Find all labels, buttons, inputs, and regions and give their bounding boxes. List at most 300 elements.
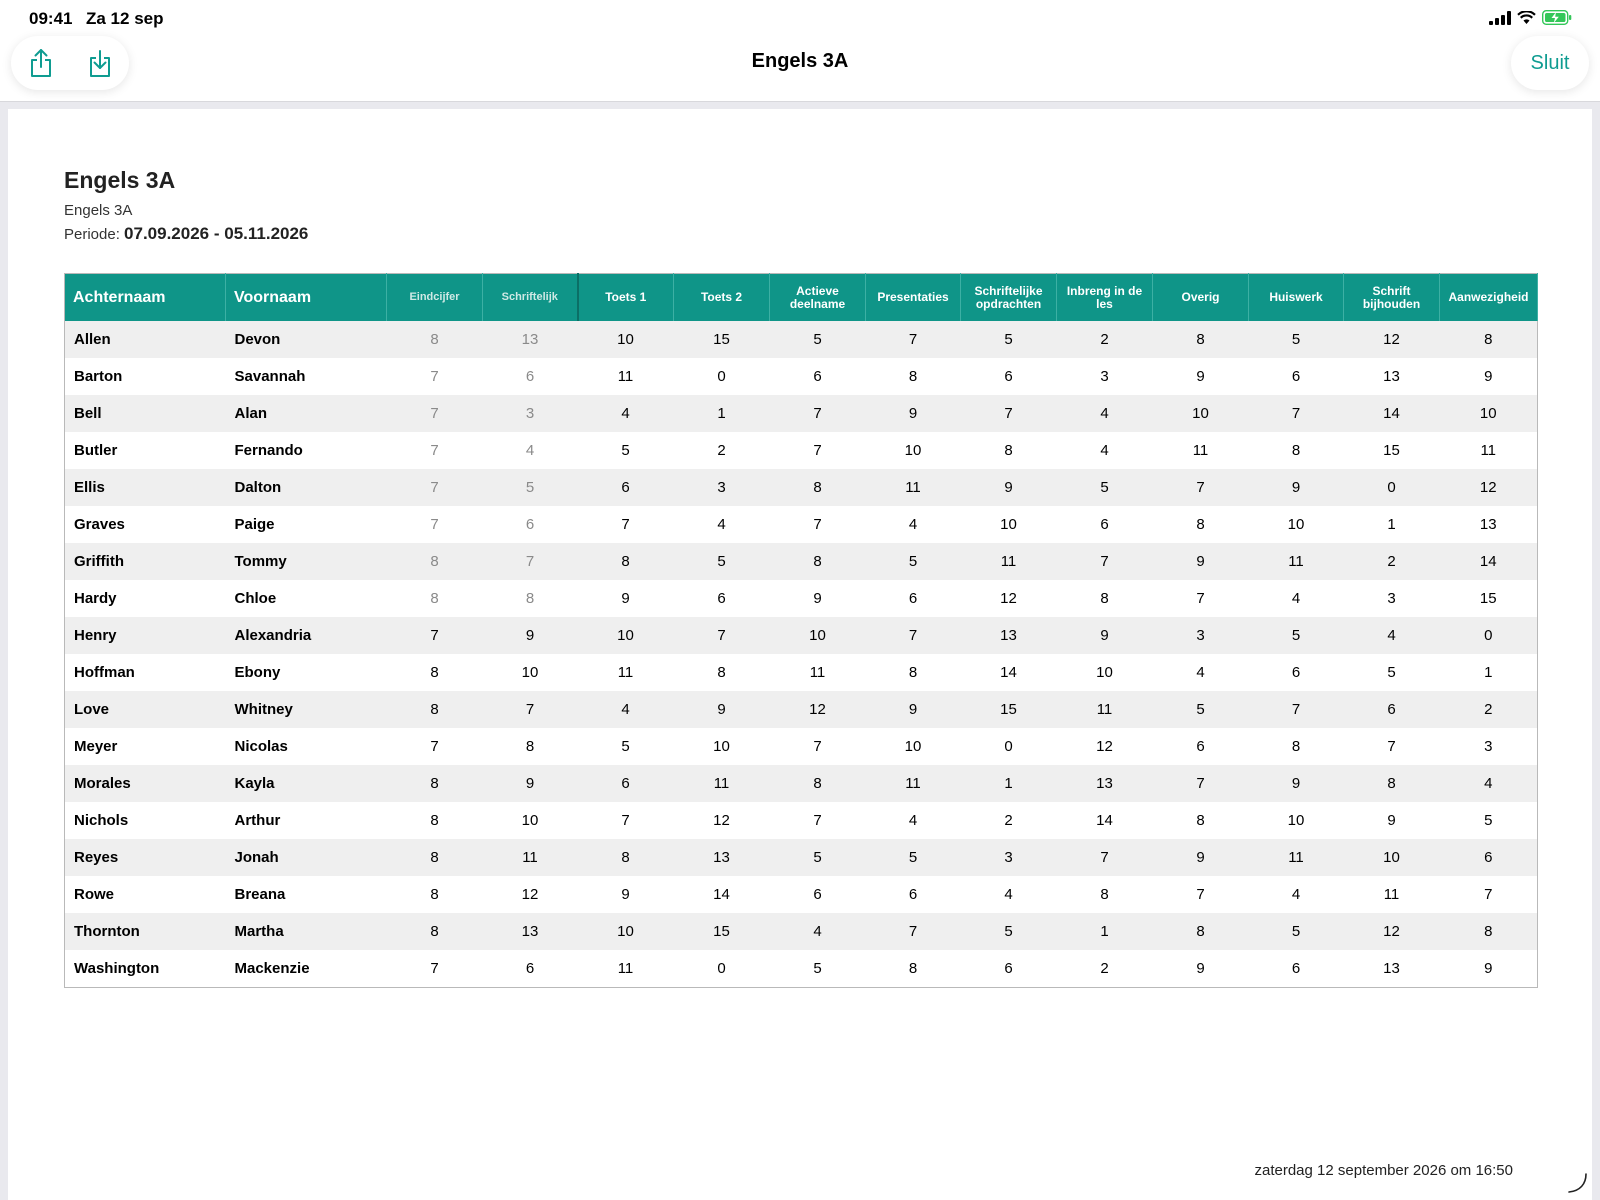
- cell-first-name: Savannah: [226, 358, 387, 395]
- cell-last-name: Thornton: [65, 913, 226, 950]
- cell-grade: 6: [866, 580, 961, 617]
- cell-grade: 8: [387, 543, 483, 580]
- cell-grade: 9: [1249, 765, 1344, 802]
- cell-grade: 8: [578, 543, 674, 580]
- cell-grade: 4: [770, 913, 866, 950]
- cell-grade: 7: [1249, 395, 1344, 432]
- cell-grade: 6: [866, 876, 961, 913]
- cell-grade: 5: [961, 321, 1057, 358]
- cell-grade: 3: [1153, 617, 1249, 654]
- cell-grade: 7: [387, 395, 483, 432]
- column-header: Actieve deelname: [770, 274, 866, 322]
- cell-grade: 2: [1344, 543, 1440, 580]
- cell-grade: 7: [770, 802, 866, 839]
- cell-grade: 2: [1057, 321, 1153, 358]
- cell-grade: 10: [1344, 839, 1440, 876]
- cell-grade: 10: [578, 617, 674, 654]
- cell-grade: 13: [483, 913, 578, 950]
- cell-first-name: Mackenzie: [226, 950, 387, 988]
- cell-last-name: Hoffman: [65, 654, 226, 691]
- cell-grade: 13: [674, 839, 770, 876]
- cell-grade: 10: [866, 432, 961, 469]
- table-row: [65, 728, 1538, 765]
- cell-grade: 9: [1440, 358, 1538, 395]
- cell-grade: 0: [1440, 617, 1538, 654]
- cell-grade: 12: [483, 876, 578, 913]
- cell-last-name: Hardy: [65, 580, 226, 617]
- cell-first-name: Ebony: [226, 654, 387, 691]
- cell-grade: 0: [1344, 469, 1440, 506]
- cell-grade: 7: [1153, 469, 1249, 506]
- cell-grade: 8: [1153, 321, 1249, 358]
- cell-grade: 9: [1249, 469, 1344, 506]
- cell-grade: 11: [866, 765, 961, 802]
- cell-grade: 5: [770, 839, 866, 876]
- column-header: Presentaties: [866, 274, 961, 322]
- document-period: [64, 224, 308, 244]
- cell-grade: 8: [1153, 802, 1249, 839]
- cell-first-name: Chloe: [226, 580, 387, 617]
- cell-grade: 14: [1440, 543, 1538, 580]
- cell-grade: 6: [961, 358, 1057, 395]
- cell-first-name: Devon: [226, 321, 387, 358]
- cell-grade: 9: [866, 395, 961, 432]
- table-row: [65, 765, 1538, 802]
- cell-grade: 5: [483, 469, 578, 506]
- cell-grade: 12: [961, 580, 1057, 617]
- column-header: Toets 2: [674, 274, 770, 322]
- cell-grade: 10: [770, 617, 866, 654]
- cell-grade: 1: [1440, 654, 1538, 691]
- cell-grade: 4: [674, 506, 770, 543]
- cell-grade: 10: [961, 506, 1057, 543]
- cell-grade: 6: [483, 358, 578, 395]
- table-row: [65, 617, 1538, 654]
- cell-last-name: Meyer: [65, 728, 226, 765]
- close-button[interactable]: Sluit: [1511, 36, 1589, 90]
- cell-first-name: Whitney: [226, 691, 387, 728]
- cell-first-name: Jonah: [226, 839, 387, 876]
- cell-grade: 10: [578, 913, 674, 950]
- cell-grade: 3: [961, 839, 1057, 876]
- cell-grade: 8: [866, 950, 961, 988]
- cell-grade: 9: [1153, 358, 1249, 395]
- column-header: Schrift bijhouden: [1344, 274, 1440, 322]
- cell-first-name: Breana: [226, 876, 387, 913]
- cell-grade: 4: [1249, 580, 1344, 617]
- cell-grade: 7: [1057, 543, 1153, 580]
- column-header: Achternaam: [65, 274, 226, 322]
- cell-last-name: Bell: [65, 395, 226, 432]
- cell-grade: 11: [1057, 691, 1153, 728]
- cell-grade: 8: [1249, 728, 1344, 765]
- cell-grade: 0: [961, 728, 1057, 765]
- cell-grade: 14: [961, 654, 1057, 691]
- cell-last-name: Nichols: [65, 802, 226, 839]
- table-row: [65, 469, 1538, 506]
- cell-grade: 8: [387, 654, 483, 691]
- cell-grade: 10: [1440, 395, 1538, 432]
- cell-grade: 7: [770, 506, 866, 543]
- cell-grade: 0: [674, 950, 770, 988]
- cell-grade: 15: [1344, 432, 1440, 469]
- cell-grade: 6: [1057, 506, 1153, 543]
- cell-grade: 4: [1249, 876, 1344, 913]
- cell-grade: 7: [1057, 839, 1153, 876]
- cell-grade: 4: [1440, 765, 1538, 802]
- cell-grade: 2: [961, 802, 1057, 839]
- cell-grade: 7: [578, 506, 674, 543]
- cell-grade: 7: [387, 950, 483, 988]
- cell-last-name: Love: [65, 691, 226, 728]
- cell-first-name: Martha: [226, 913, 387, 950]
- cell-grade: 15: [961, 691, 1057, 728]
- cell-grade: 3: [1057, 358, 1153, 395]
- column-header: Toets 1: [578, 274, 674, 322]
- table-body: [65, 321, 1538, 988]
- cell-grade: 4: [1344, 617, 1440, 654]
- cell-grade: 7: [483, 543, 578, 580]
- cell-grade: 11: [1440, 432, 1538, 469]
- cell-grade: 7: [770, 728, 866, 765]
- cell-grade: 3: [1344, 580, 1440, 617]
- table-row: [65, 876, 1538, 913]
- cell-grade: 11: [1344, 876, 1440, 913]
- cell-grade: 7: [1249, 691, 1344, 728]
- cell-grade: 9: [483, 765, 578, 802]
- cell-grade: 4: [483, 432, 578, 469]
- status-date: Za 12 sep: [86, 9, 164, 28]
- cell-grade: 7: [387, 358, 483, 395]
- cell-grade: 8: [1153, 506, 1249, 543]
- cell-last-name: Butler: [65, 432, 226, 469]
- cell-grade: 6: [578, 469, 674, 506]
- cell-first-name: Paige: [226, 506, 387, 543]
- column-header: Inbreng in de les: [1057, 274, 1153, 322]
- cell-grade: 5: [1344, 654, 1440, 691]
- cell-grade: 8: [1153, 913, 1249, 950]
- cell-grade: 11: [1249, 543, 1344, 580]
- cell-grade: 8: [387, 839, 483, 876]
- cell-grade: 13: [1440, 506, 1538, 543]
- cell-grade: 6: [1440, 839, 1538, 876]
- cell-grade: 8: [866, 358, 961, 395]
- cell-grade: 8: [770, 543, 866, 580]
- cell-grade: 6: [770, 358, 866, 395]
- period-label: Periode:: [64, 226, 120, 243]
- cell-first-name: Fernando: [226, 432, 387, 469]
- cell-grade: 12: [770, 691, 866, 728]
- cell-grade: 9: [578, 580, 674, 617]
- cell-first-name: Kayla: [226, 765, 387, 802]
- grades-table: [64, 273, 1538, 988]
- cell-grade: 2: [674, 432, 770, 469]
- cell-grade: 9: [866, 691, 961, 728]
- cell-first-name: Alan: [226, 395, 387, 432]
- cell-grade: 6: [578, 765, 674, 802]
- cell-grade: 10: [1249, 802, 1344, 839]
- cell-grade: 9: [770, 580, 866, 617]
- cell-grade: 8: [387, 691, 483, 728]
- cell-grade: 11: [1249, 839, 1344, 876]
- table-row: [65, 395, 1538, 432]
- cell-last-name: Barton: [65, 358, 226, 395]
- cell-grade: 2: [1057, 950, 1153, 988]
- document-subtitle: Engels 3A: [64, 202, 133, 219]
- table-row: [65, 802, 1538, 839]
- cell-grade: 9: [1153, 839, 1249, 876]
- cell-grade: 6: [674, 580, 770, 617]
- period-value: 07.09.2026 - 05.11.2026: [124, 224, 309, 243]
- cell-grade: 12: [1057, 728, 1153, 765]
- cell-grade: 5: [961, 913, 1057, 950]
- document-title: Engels 3A: [64, 167, 176, 193]
- cell-last-name: Washington: [65, 950, 226, 988]
- cell-grade: 7: [483, 691, 578, 728]
- cell-grade: 10: [578, 321, 674, 358]
- table-row: [65, 839, 1538, 876]
- cell-grade: 9: [1344, 802, 1440, 839]
- cell-grade: 12: [1440, 469, 1538, 506]
- header-row: [65, 274, 1538, 322]
- cell-grade: 8: [770, 765, 866, 802]
- cell-grade: 13: [1057, 765, 1153, 802]
- cell-grade: 10: [1057, 654, 1153, 691]
- column-header: Schriftelijk: [483, 274, 578, 322]
- table-row: [65, 950, 1538, 988]
- table-row: [65, 321, 1538, 358]
- cell-last-name: Ellis: [65, 469, 226, 506]
- cell-grade: 7: [1153, 580, 1249, 617]
- cell-grade: 10: [1249, 506, 1344, 543]
- cell-grade: 4: [866, 506, 961, 543]
- cell-grade: 5: [1249, 617, 1344, 654]
- cell-grade: 11: [578, 358, 674, 395]
- cell-grade: 2: [1440, 691, 1538, 728]
- cell-grade: 1: [1057, 913, 1153, 950]
- cell-grade: 7: [770, 432, 866, 469]
- cell-grade: 7: [770, 395, 866, 432]
- cell-grade: 7: [1440, 876, 1538, 913]
- cell-grade: 6: [1344, 691, 1440, 728]
- cell-grade: 8: [770, 469, 866, 506]
- cell-grade: 8: [1057, 876, 1153, 913]
- column-header: Aanwezigheid: [1440, 274, 1538, 322]
- cell-grade: 10: [483, 802, 578, 839]
- cell-grade: 7: [866, 617, 961, 654]
- status-time: 09:41: [29, 9, 73, 28]
- status-bar: [0, 0, 1600, 36]
- cell-grade: 8: [1249, 432, 1344, 469]
- cell-grade: 9: [1153, 950, 1249, 988]
- cell-grade: 9: [1440, 950, 1538, 988]
- cell-grade: 14: [1344, 395, 1440, 432]
- cell-grade: 7: [387, 617, 483, 654]
- status-icons: [1489, 10, 1572, 25]
- cell-grade: 13: [1344, 358, 1440, 395]
- cell-grade: 4: [1057, 432, 1153, 469]
- cell-grade: 5: [1440, 802, 1538, 839]
- cell-grade: 13: [483, 321, 578, 358]
- cell-grade: 5: [674, 543, 770, 580]
- cell-grade: 7: [387, 506, 483, 543]
- table-row: [65, 543, 1538, 580]
- cell-grade: 12: [1344, 321, 1440, 358]
- cell-first-name: Nicolas: [226, 728, 387, 765]
- cell-grade: 10: [866, 728, 961, 765]
- cell-grade: 7: [578, 802, 674, 839]
- cell-grade: 5: [1153, 691, 1249, 728]
- cell-grade: 5: [1249, 913, 1344, 950]
- table-header: [65, 274, 1538, 322]
- cell-grade: 8: [1440, 321, 1538, 358]
- cell-grade: 4: [1057, 395, 1153, 432]
- cell-grade: 8: [866, 654, 961, 691]
- column-header: Overig: [1153, 274, 1249, 322]
- wifi-icon: [1517, 11, 1536, 25]
- cell-grade: 6: [961, 950, 1057, 988]
- cell-last-name: Henry: [65, 617, 226, 654]
- cell-grade: 15: [1440, 580, 1538, 617]
- cell-grade: 9: [674, 691, 770, 728]
- column-header: Eindcijfer: [387, 274, 483, 322]
- cell-grade: 4: [866, 802, 961, 839]
- cell-grade: 7: [387, 432, 483, 469]
- cell-grade: 5: [578, 728, 674, 765]
- cell-grade: 11: [961, 543, 1057, 580]
- cell-grade: 8: [1344, 765, 1440, 802]
- cell-grade: 9: [961, 469, 1057, 506]
- cell-grade: 6: [1153, 728, 1249, 765]
- cell-grade: 5: [770, 321, 866, 358]
- cell-grade: 5: [866, 839, 961, 876]
- cell-grade: 6: [1249, 358, 1344, 395]
- cell-first-name: Alexandria: [226, 617, 387, 654]
- cell-grade: 9: [483, 617, 578, 654]
- cell-grade: 8: [1440, 913, 1538, 950]
- cell-grade: 7: [1153, 765, 1249, 802]
- cell-grade: 4: [1153, 654, 1249, 691]
- document-sheet: [8, 109, 1592, 1200]
- cell-first-name: Dalton: [226, 469, 387, 506]
- page-curl-icon: [1566, 1172, 1588, 1194]
- table-row: [65, 358, 1538, 395]
- table-row: [65, 580, 1538, 617]
- table-row: [65, 506, 1538, 543]
- cell-grade: 5: [866, 543, 961, 580]
- cell-grade: 11: [674, 765, 770, 802]
- table-row: [65, 654, 1538, 691]
- cell-grade: 15: [674, 913, 770, 950]
- cell-grade: 8: [961, 432, 1057, 469]
- cell-grade: 13: [1344, 950, 1440, 988]
- cell-grade: 1: [961, 765, 1057, 802]
- cell-grade: 10: [674, 728, 770, 765]
- cell-grade: 10: [1153, 395, 1249, 432]
- cellular-signal-icon: [1489, 11, 1511, 25]
- table-row: [65, 691, 1538, 728]
- cell-last-name: Morales: [65, 765, 226, 802]
- table-row: [65, 432, 1538, 469]
- cell-grade: 11: [866, 469, 961, 506]
- cell-grade: 13: [961, 617, 1057, 654]
- page-title: Engels 3A: [751, 50, 849, 72]
- cell-grade: 0: [674, 358, 770, 395]
- cell-grade: 4: [578, 395, 674, 432]
- table-row: [65, 913, 1538, 950]
- cell-grade: 8: [387, 765, 483, 802]
- cell-grade: 14: [1057, 802, 1153, 839]
- cell-grade: 7: [866, 913, 961, 950]
- cell-grade: 12: [674, 802, 770, 839]
- cell-grade: 7: [961, 395, 1057, 432]
- cell-grade: 7: [387, 728, 483, 765]
- cell-grade: 8: [387, 321, 483, 358]
- cell-grade: 3: [674, 469, 770, 506]
- cell-grade: 6: [483, 506, 578, 543]
- cell-grade: 7: [674, 617, 770, 654]
- cell-grade: 7: [1153, 876, 1249, 913]
- cell-last-name: Reyes: [65, 839, 226, 876]
- cell-grade: 8: [387, 876, 483, 913]
- cell-grade: 7: [387, 469, 483, 506]
- cell-grade: 7: [866, 321, 961, 358]
- cell-grade: 8: [483, 728, 578, 765]
- cell-grade: 3: [483, 395, 578, 432]
- cell-grade: 9: [1153, 543, 1249, 580]
- column-header: Schriftelijke opdrachten: [961, 274, 1057, 322]
- cell-grade: 6: [483, 950, 578, 988]
- cell-grade: 5: [578, 432, 674, 469]
- cell-last-name: Griffith: [65, 543, 226, 580]
- cell-grade: 7: [1344, 728, 1440, 765]
- cell-grade: 8: [578, 839, 674, 876]
- cell-first-name: Arthur: [226, 802, 387, 839]
- cell-grade: 14: [674, 876, 770, 913]
- cell-grade: 4: [961, 876, 1057, 913]
- cell-grade: 15: [674, 321, 770, 358]
- cell-grade: 8: [674, 654, 770, 691]
- cell-first-name: Tommy: [226, 543, 387, 580]
- cell-grade: 9: [578, 876, 674, 913]
- cell-grade: 11: [578, 950, 674, 988]
- cell-grade: 10: [483, 654, 578, 691]
- cell-grade: 11: [483, 839, 578, 876]
- cell-last-name: Allen: [65, 321, 226, 358]
- cell-grade: 3: [1440, 728, 1538, 765]
- battery-charging-icon: [1542, 10, 1572, 25]
- cell-grade: 5: [770, 950, 866, 988]
- cell-grade: 5: [1057, 469, 1153, 506]
- cell-grade: 6: [1249, 654, 1344, 691]
- cell-last-name: Rowe: [65, 876, 226, 913]
- cell-grade: 8: [483, 580, 578, 617]
- cell-grade: 11: [578, 654, 674, 691]
- cell-last-name: Graves: [65, 506, 226, 543]
- cell-grade: 4: [578, 691, 674, 728]
- cell-grade: 5: [1249, 321, 1344, 358]
- top-bar: [0, 0, 1600, 102]
- generated-timestamp: zaterdag 12 september 2026 om 16:50: [1254, 1162, 1513, 1179]
- cell-grade: 8: [387, 580, 483, 617]
- cell-grade: 8: [387, 802, 483, 839]
- cell-grade: 9: [1057, 617, 1153, 654]
- column-header: Huiswerk: [1249, 274, 1344, 322]
- cell-grade: 1: [1344, 506, 1440, 543]
- cell-grade: 6: [770, 876, 866, 913]
- cell-grade: 12: [1344, 913, 1440, 950]
- cell-grade: 8: [387, 913, 483, 950]
